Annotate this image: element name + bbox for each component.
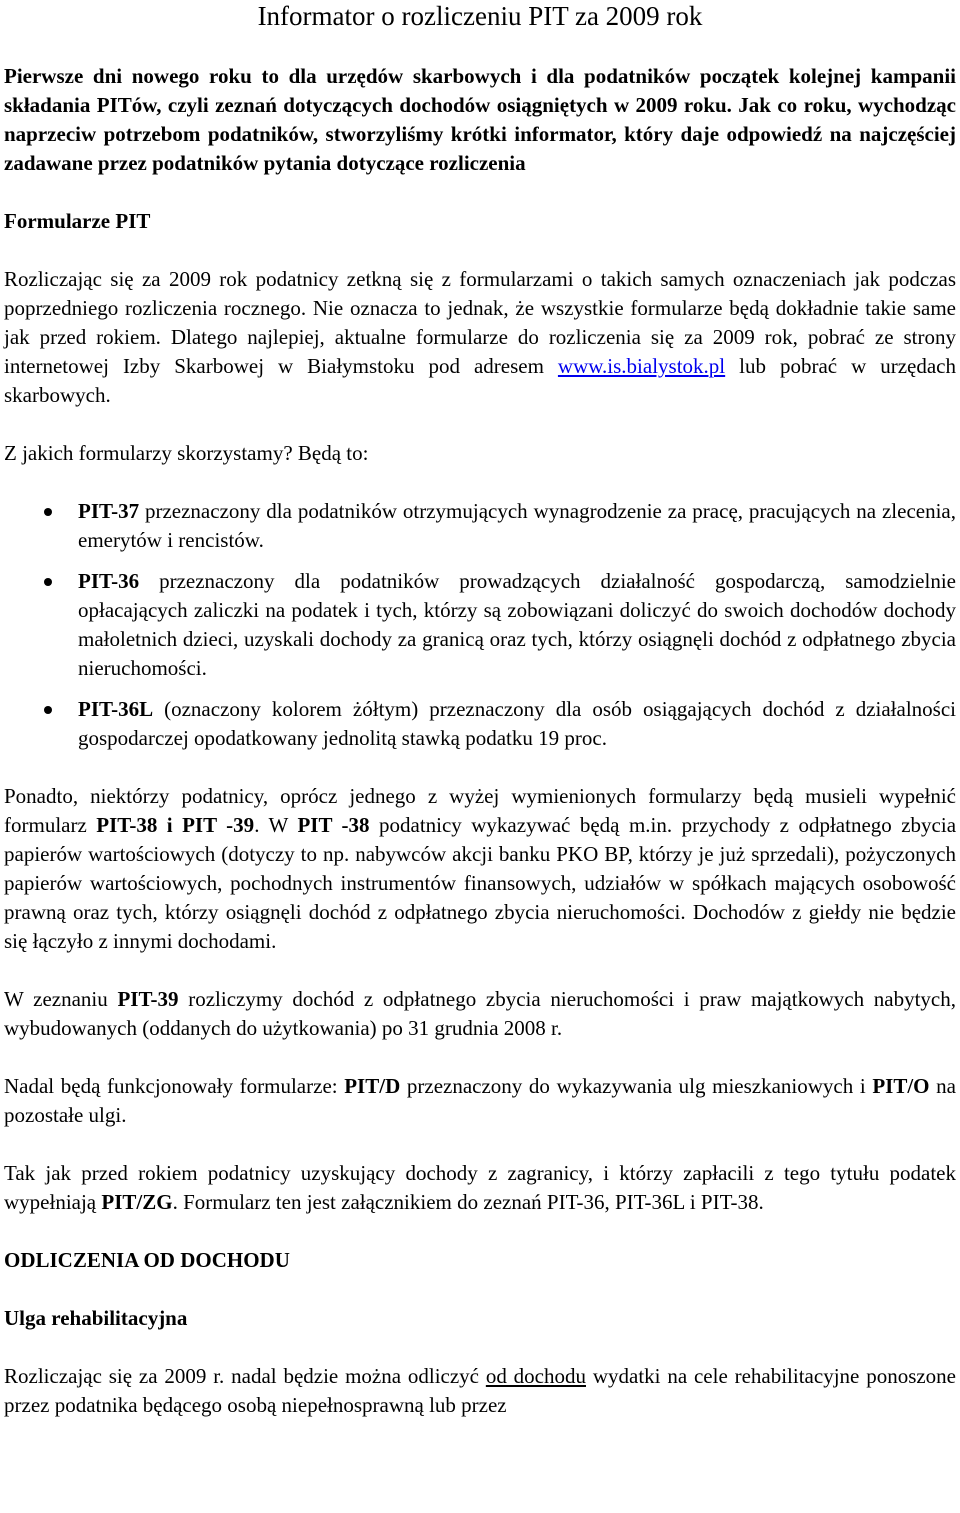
bullet-icon [44, 578, 52, 586]
bullet-icon [44, 706, 52, 714]
forms-paragraph: Rozliczając się za 2009 rok podatnicy zetkną się z formularzami o takich samych oznaczeniach jak podczas poprzedniego rozliczenia rocznego. Nie oznacza to jednak, że wszystkie formularze będą dokładnie takie same jak przed rokiem. Dlatego najlepiej, aktualne formularze do rozliczenia się za 2009 rok, pobrać ze strony internetowej Izby Skarbowej w Białymstoku pod adresem www.is.bialystok.pl lub pobrać w urzędach skarbowych. [4, 267, 956, 407]
section-heading-forms: Formularze PIT [4, 209, 151, 233]
forms-question: Z jakich formularzy skorzystamy? Będą to: [4, 441, 369, 465]
list-item: PIT-36L (oznaczony kolorem żółtym) przeznaczony dla osób osiągających dochód z działalności gospodarczej opodatkowany jednolitą stawką podatku 19 proc. [4, 695, 956, 753]
izba-skarbowa-link[interactable]: www.is.bialystok.pl [557, 354, 726, 378]
list-item: PIT-37 przeznaczony dla podatników otrzymujących wynagrodzenie za pracę, pracujących na zlecenia, emerytów i rencistów. [4, 497, 956, 555]
document-title: Informator o rozliczeniu PIT za 2009 rok [257, 1, 703, 31]
rehab-paragraph: Rozliczając się za 2009 r. nadal będzie można odliczyć od dochodu wydatki na cele rehabilitacyjne ponoszone przez podatnika będącego osobą niepełnosprawną lub przez [4, 1364, 957, 1417]
pitd-paragraph: Nadal będą funkcjonowały formularze: PIT/D przeznaczony do wykazywania ulg mieszkaniowych i PIT/O na pozostałe ulgi. [4, 1074, 956, 1127]
section-heading-rehab: Ulga rehabilitacyjna [4, 1306, 188, 1330]
pit39-paragraph: W zeznaniu PIT-39 rozliczymy dochód z odpłatnego zbycia nieruchomości i praw majątkowych nabytych, wybudowanych (oddanych do użytkowania) po 31 grudnia 2008 r. [4, 987, 956, 1040]
bullet-icon [44, 508, 52, 516]
intro-paragraph: Pierwsze dni nowego roku to dla urzędów skarbowych i dla podatników początek kolejnej kampanii składania PITów, czyli zeznań dotyczących dochodów osiągniętych w 2009 roku. Jak co roku, wychodząc naprzeciw potrzebom podatników, stworzyliśmy krótki informator, który daje odpowiedź na najczęściej zadawane przez podatników pytania dotyczące rozliczenia [4, 64, 956, 175]
forms-list [4, 497, 956, 753]
pitzg-paragraph: Tak jak przed rokiem podatnicy uzyskujący dochody z zagranicy, i którzy zapłacili z tego tytułu podatek wypełniają PIT/ZG. Formularz ten jest załącznikiem do zeznań PIT-36, PIT-36L i PIT-38. [4, 1161, 956, 1214]
section-heading-deductions: ODLICZENIA OD DOCHODU [4, 1248, 290, 1272]
list-item: PIT-36 przeznaczony dla podatników prowadzących działalność gospodarczą, samodzielnie opłacających zaliczki na podatek i tych, którzy są zobowiązani doliczyć do swoich dochodów dochody małoletnich dzieci, uzyskali dochody za granicą oraz tych, którzy osiągnęli dochód z odpłatnego zbycia nieruchomości. [4, 567, 956, 683]
pit38-paragraph: Ponadto, niektórzy podatnicy, oprócz jednego z wyżej wymienionych formularzy będą musieli wypełnić formularz PIT-38 i PIT -39. W PIT -38 podatnicy wykazywać będą m.in. przychody z odpłatnego zbycia papierów wartościowych (dotyczy to np. nabywców akcji banku PKO BP, którzy je już sprzedali), pożyczonych papierów wartościowych, pochodnych instrumentów finansowych, udziałów w spółkach mających osobowość prawną oraz tych, którzy osiągnęli dochód z odpłatnego zbycia nieruchomości. Dochodów z giełdy nie będzie się łączyło z innymi dochodami. [4, 784, 957, 953]
